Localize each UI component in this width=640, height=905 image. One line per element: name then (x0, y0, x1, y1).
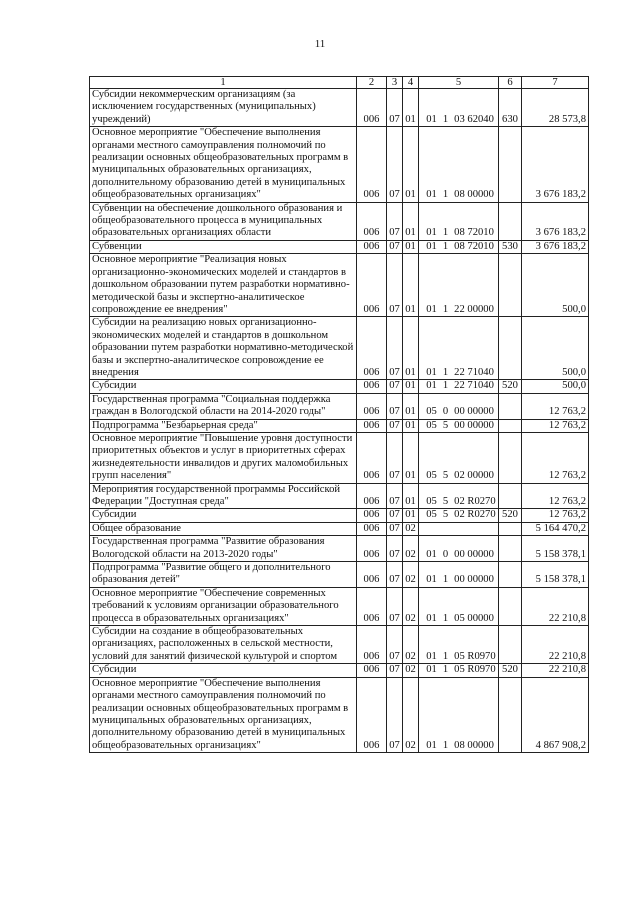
row-name: Государственная программа "Социальная поддержка граждан в Вологодской области на 2014-2020 годы" (90, 393, 357, 419)
subprogram-code: 1 (442, 366, 449, 378)
row-name: Основное мероприятие "Реализация новых организационно-экономических моделей и стандартов в дошкольном образовании путем разработки нормативно-методической базы и экспертно-аналитическое сопровождение ее внедрения" (90, 254, 357, 317)
subprogram-code: 1 (442, 303, 449, 315)
target-article-code (419, 432, 499, 483)
column-header: 2 (357, 77, 387, 89)
row-name: Субсидии некоммерческим организациям (за исключением государственных (муниципальных) учреждений) (90, 89, 357, 127)
expense-type-code (499, 127, 522, 202)
subsection-code: 01 (403, 127, 419, 202)
subprogram-code: 1 (442, 664, 449, 676)
section-code: 07 (387, 664, 403, 677)
subsection-code: 01 (403, 202, 419, 240)
expense-type-code (499, 626, 522, 664)
admin-code: 006 (357, 664, 387, 677)
table-row (90, 254, 589, 317)
target-article-code (419, 536, 499, 562)
subprogram-code: 1 (442, 650, 449, 662)
subprogram-code: 1 (442, 227, 449, 239)
table-row (90, 626, 589, 664)
admin-code: 006 (357, 483, 387, 509)
expense-type-code: 630 (499, 89, 522, 127)
admin-code: 006 (357, 626, 387, 664)
table-row (90, 240, 589, 253)
subprogram-code: 1 (442, 574, 449, 586)
row-name: Субсидии на реализацию новых организационно-экономических моделей и стандартов в дошкольном образовании путем разработки нормативно-методической базы и экспертно-аналитическое сопровождение ее внедрения (90, 317, 357, 380)
expense-type-code (499, 536, 522, 562)
direction-code: 02 R0270 (454, 496, 496, 507)
section-code: 07 (387, 240, 403, 253)
row-name: Основное мероприятие "Повышение уровня доступности приоритетных объектов и услуг в приоритетных сферах жизнедеятельности инвалидов и других маломобильных групп населения" (90, 432, 357, 483)
direction-code: 00 00000 (454, 574, 494, 586)
admin-code: 006 (357, 89, 387, 127)
amount: 4 867 908,2 (522, 677, 589, 752)
program-code: 01 (426, 303, 437, 315)
admin-code: 006 (357, 562, 387, 588)
column-header: 6 (499, 77, 522, 89)
section-code: 07 (387, 562, 403, 588)
table-row (90, 202, 589, 240)
row-name: Основное мероприятие "Обеспечение современных требований к условиям организации образовательного процесса в образовательных организациях" (90, 587, 357, 625)
table-row (90, 483, 589, 509)
subsection-code: 01 (403, 509, 419, 522)
section-code: 07 (387, 419, 403, 432)
expense-type-code: 530 (499, 240, 522, 253)
amount: 12 763,2 (522, 483, 589, 509)
table-row (90, 664, 589, 677)
amount: 12 763,2 (522, 432, 589, 483)
target-article-code (419, 419, 499, 432)
target-article-code (419, 89, 499, 127)
amount: 28 573,8 (522, 89, 589, 127)
program-code: 01 (426, 739, 437, 751)
subprogram-code: 5 (442, 470, 449, 482)
target-article-code (419, 664, 499, 677)
direction-code: 02 R0270 (454, 509, 496, 521)
program-code: 01 (426, 113, 437, 125)
program-code: 05 (426, 496, 437, 507)
subsection-code: 01 (403, 432, 419, 483)
target-article-code (419, 626, 499, 664)
section-code: 07 (387, 677, 403, 752)
subprogram-code: 1 (442, 380, 449, 392)
expense-type-code (499, 419, 522, 432)
column-header: 1 (90, 77, 357, 89)
target-article-code (419, 202, 499, 240)
admin-code: 006 (357, 509, 387, 522)
row-name: Государственная программа "Развитие образования Вологодской области на 2013-2020 годы" (90, 536, 357, 562)
expense-type-code (499, 677, 522, 752)
subprogram-code: 5 (442, 496, 449, 507)
row-name: Субвенции (90, 240, 357, 253)
target-article-code (419, 380, 499, 393)
section-code: 07 (387, 587, 403, 625)
direction-code: 05 R0970 (454, 650, 496, 662)
section-code: 07 (387, 432, 403, 483)
subsection-code: 01 (403, 380, 419, 393)
direction-code: 00 00000 (454, 406, 494, 418)
table-row (90, 432, 589, 483)
program-code: 05 (426, 470, 437, 482)
section-code: 07 (387, 89, 403, 127)
table-row (90, 393, 589, 419)
admin-code: 006 (357, 202, 387, 240)
expense-type-code (499, 587, 522, 625)
admin-code: 006 (357, 522, 387, 535)
admin-code: 006 (357, 393, 387, 419)
expense-type-code (499, 522, 522, 535)
direction-code: 22 71040 (454, 380, 494, 392)
subsection-code: 02 (403, 677, 419, 752)
table-row (90, 89, 589, 127)
subprogram-code: 0 (442, 548, 449, 560)
program-code: 01 (426, 664, 437, 676)
table-row (90, 587, 589, 625)
section-code: 07 (387, 127, 403, 202)
column-header: 4 (403, 77, 419, 89)
amount: 500,0 (522, 380, 589, 393)
admin-code: 006 (357, 587, 387, 625)
section-code: 07 (387, 509, 403, 522)
expense-type-code (499, 254, 522, 317)
subsection-code: 01 (403, 254, 419, 317)
subsection-code: 02 (403, 626, 419, 664)
table-row (90, 677, 589, 752)
program-code: 01 (426, 240, 437, 252)
expense-type-code (499, 562, 522, 588)
expense-type-code (499, 202, 522, 240)
subprogram-code: 1 (442, 113, 449, 125)
admin-code: 006 (357, 254, 387, 317)
direction-code: 22 71040 (454, 366, 494, 378)
admin-code: 006 (357, 536, 387, 562)
subsection-code: 01 (403, 317, 419, 380)
direction-code: 02 00000 (454, 470, 494, 482)
target-article-code (419, 127, 499, 202)
section-code: 07 (387, 522, 403, 535)
amount: 3 676 183,2 (522, 202, 589, 240)
admin-code: 006 (357, 677, 387, 752)
subsection-code: 01 (403, 89, 419, 127)
target-article-code (419, 240, 499, 253)
target-article-code (419, 522, 499, 535)
direction-code: 08 00000 (454, 739, 494, 751)
amount: 500,0 (522, 317, 589, 380)
direction-code: 05 R0970 (454, 664, 496, 676)
direction-code: 08 72010 (454, 227, 494, 239)
amount: 5 164 470,2 (522, 522, 589, 535)
target-article-code (419, 562, 499, 588)
row-name: Подпрограмма "Безбарьерная среда" (90, 419, 357, 432)
row-name: Субсидии (90, 664, 357, 677)
section-code: 07 (387, 380, 403, 393)
subprogram-code: 1 (442, 189, 449, 201)
subsection-code: 02 (403, 522, 419, 535)
expense-type-code (499, 432, 522, 483)
amount: 500,0 (522, 254, 589, 317)
subsection-code: 02 (403, 536, 419, 562)
subprogram-code: 1 (442, 240, 449, 252)
subprogram-code: 1 (442, 739, 449, 751)
amount: 22 210,8 (522, 626, 589, 664)
program-code: 05 (426, 406, 437, 418)
table-row (90, 380, 589, 393)
admin-code: 006 (357, 432, 387, 483)
target-article-code (419, 587, 499, 625)
subsection-code: 01 (403, 419, 419, 432)
section-code: 07 (387, 393, 403, 419)
expense-type-code: 520 (499, 380, 522, 393)
subsection-code: 02 (403, 587, 419, 625)
subsection-code: 02 (403, 664, 419, 677)
row-name: Субсидии (90, 509, 357, 522)
table-row (90, 562, 589, 588)
amount: 22 210,8 (522, 587, 589, 625)
row-name: Мероприятия государственной программы Российской Федерации "Доступная среда" (90, 483, 357, 509)
subsection-code: 02 (403, 562, 419, 588)
admin-code: 006 (357, 380, 387, 393)
column-header: 7 (522, 77, 589, 89)
amount: 22 210,8 (522, 664, 589, 677)
row-name: Общее образование (90, 522, 357, 535)
target-article-code (419, 317, 499, 380)
section-code: 07 (387, 254, 403, 317)
row-name: Подпрограмма "Развитие общего и дополнительного образования детей" (90, 562, 357, 588)
admin-code: 006 (357, 240, 387, 253)
column-header-row (90, 77, 589, 89)
program-code: 01 (426, 612, 437, 624)
column-header: 5 (419, 77, 499, 89)
row-name: Субсидии (90, 380, 357, 393)
direction-code: 22 00000 (454, 303, 494, 315)
table-row (90, 127, 589, 202)
target-article-code (419, 483, 499, 509)
amount: 3 676 183,2 (522, 127, 589, 202)
admin-code: 006 (357, 419, 387, 432)
program-code: 01 (426, 189, 437, 201)
admin-code: 006 (357, 317, 387, 380)
subprogram-code: 1 (442, 612, 449, 624)
subprogram-code: 0 (442, 406, 449, 418)
table-row (90, 536, 589, 562)
section-code: 07 (387, 483, 403, 509)
subsection-code: 01 (403, 483, 419, 509)
program-code: 01 (426, 650, 437, 662)
subsection-code: 01 (403, 393, 419, 419)
section-code: 07 (387, 536, 403, 562)
amount: 12 763,2 (522, 419, 589, 432)
program-code: 05 (426, 509, 437, 521)
table-row (90, 317, 589, 380)
amount: 5 158 378,1 (522, 562, 589, 588)
target-article-code (419, 254, 499, 317)
expense-type-code (499, 317, 522, 380)
direction-code: 00 00000 (454, 548, 494, 560)
amount: 5 158 378,1 (522, 536, 589, 562)
subprogram-code: 5 (442, 419, 449, 431)
amount: 12 763,2 (522, 509, 589, 522)
program-code: 01 (426, 227, 437, 239)
table-row (90, 509, 589, 522)
direction-code: 08 00000 (454, 189, 494, 201)
row-name: Основное мероприятие "Обеспечение выполнения органами местного самоуправления полномочий по реализации основных общеобразовательных программ в муниципальных образовательных организациях, дополнительному образованию детей в муниципальных общеобразовательных организациях" (90, 127, 357, 202)
expense-type-code (499, 393, 522, 419)
subprogram-code: 5 (442, 509, 449, 521)
table-row (90, 419, 589, 432)
program-code: 01 (426, 380, 437, 392)
program-code: 01 (426, 548, 437, 560)
budget-table (89, 76, 589, 753)
section-code: 07 (387, 317, 403, 380)
expense-type-code: 520 (499, 509, 522, 522)
subsection-code: 01 (403, 240, 419, 253)
expense-type-code: 520 (499, 664, 522, 677)
program-code: 01 (426, 574, 437, 586)
column-header: 3 (387, 77, 403, 89)
section-code: 07 (387, 626, 403, 664)
table-row (90, 522, 589, 535)
direction-code: 08 72010 (454, 240, 494, 252)
target-article-code (419, 677, 499, 752)
program-code: 01 (426, 366, 437, 378)
expense-type-code (499, 483, 522, 509)
direction-code: 00 00000 (454, 419, 494, 431)
section-code: 07 (387, 202, 403, 240)
direction-code: 03 62040 (454, 113, 494, 125)
admin-code: 006 (357, 127, 387, 202)
row-name: Субвенции на обеспечение дошкольного образования и общеобразовательного процесса в муниципальных образовательных организациях области (90, 202, 357, 240)
row-name: Основное мероприятие "Обеспечение выполнения органами местного самоуправления полномочий по реализации основных общеобразовательных программ в муниципальных образовательных организациях, дополнительному образованию детей в муниципальных общеобразовательных организациях" (90, 677, 357, 752)
amount: 12 763,2 (522, 393, 589, 419)
amount: 3 676 183,2 (522, 240, 589, 253)
row-name: Субсидии на создание в общеобразовательных организациях, расположенных в сельской местности, условий для занятий физической культурой и спортом (90, 626, 357, 664)
target-article-code (419, 509, 499, 522)
direction-code: 05 00000 (454, 612, 494, 624)
program-code: 05 (426, 419, 437, 431)
page-number: 11 (314, 38, 326, 50)
target-article-code (419, 393, 499, 419)
